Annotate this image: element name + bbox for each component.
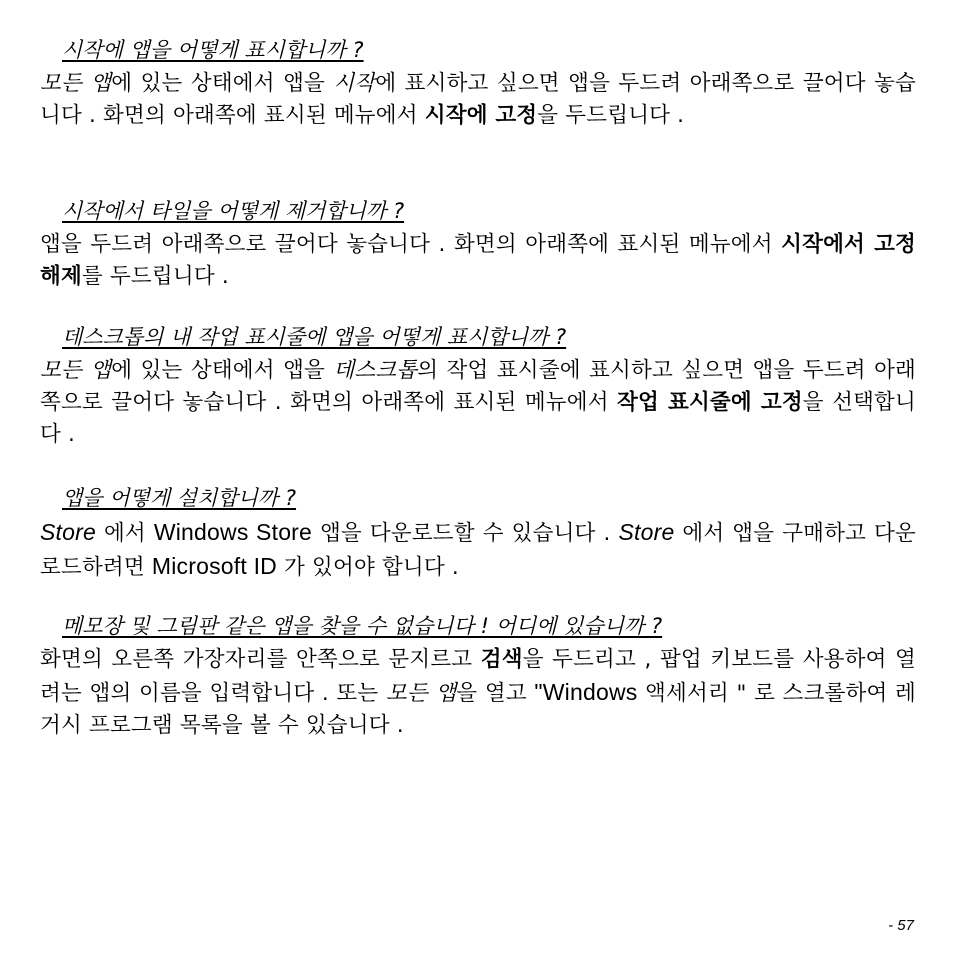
faq-answer	[40, 355, 916, 451]
answer-text: 에서 앱을 구매하고 다운로드하려면	[40, 521, 916, 580]
faq-answer	[40, 68, 916, 132]
answer-text: 에 있는 상태에서 앱을	[111, 358, 334, 383]
answer-command-search: 검색	[480, 647, 523, 672]
page-number: - 57	[888, 917, 914, 934]
answer-text: 을 두드립니다 .	[537, 103, 685, 128]
answer-text: 를 두드립니다 .	[81, 264, 229, 289]
faq-item-pin-to-start	[40, 36, 916, 132]
answer-term-windows-store: Windows Store	[153, 519, 313, 545]
faq-question: 데스크톱의 내 작업 표시줄에 앱을 어떻게 표시합니까 ?	[62, 325, 567, 349]
answer-term-all-apps: 모든 앱	[40, 71, 112, 96]
answer-term-windows: "Windows	[534, 679, 638, 705]
answer-command-pin-to-taskbar: 작업 표시줄에 고정	[617, 390, 803, 415]
answer-text: 화면의 오른쪽 가장자리를 안쪽으로 문지르고	[40, 647, 481, 672]
answer-text: 을 열고	[456, 681, 535, 706]
answer-text: 을 선택합니다 .	[40, 390, 916, 447]
faq-item-remove-tile	[40, 197, 916, 293]
answer-text: 액세서리 " 로 스크롤하여 레거시 프로그램 목록을 볼 수 있습니다 .	[40, 681, 916, 738]
faq-item-install-apps	[40, 484, 916, 584]
answer-term-store: Store	[618, 519, 675, 545]
answer-term-desktop: 데스크톱	[333, 358, 418, 383]
answer-text: 앱을 다운로드할 수 있습니다 .	[312, 521, 619, 546]
answer-text: 을 두드리고 , 팝업 키보드를 사용하여 열려는 앱의 이름을 입력합니다 . 또는	[40, 647, 916, 706]
answer-term-microsoft-id: Microsoft ID	[151, 553, 277, 579]
answer-term-all-apps: 모든 앱	[40, 358, 112, 383]
faq-question: 메모장 및 그림판 같은 앱을 찾을 수 없습니다 ! 어디에 있습니까 ?	[62, 614, 663, 638]
answer-term-store: Store	[40, 519, 96, 545]
answer-text: 앱을 두드려 아래쪽으로 끌어다 놓습니다 . 화면의 아래쪽에 표시된 메뉴에서	[40, 232, 782, 257]
answer-text: 에서	[95, 521, 154, 546]
faq-question: 시작에 앱을 어떻게 표시합니까 ?	[62, 38, 364, 62]
faq-question: 시작에서 타일을 어떻게 제거합니까 ?	[62, 199, 405, 223]
faq-answer	[40, 229, 916, 293]
answer-command-pin-to-start: 시작에 고정	[424, 103, 538, 128]
answer-text: 에 표시하고 싶으면 앱을 두드려 아래쪽으로 끌어다 놓습니다 . 화면의 아래쪽에 표시된 메뉴에서	[40, 71, 917, 128]
faq-question: 앱을 어떻게 설치합니까 ?	[62, 486, 297, 510]
answer-text: 가 있어야 합니다 .	[276, 555, 459, 580]
faq-answer	[40, 644, 916, 742]
faq-answer	[40, 516, 916, 584]
answer-text: 의 작업 표시줄에 표시하고 싶으면 앱을 두드려 아래쪽으로 끌어다 놓습니다 . 화면의 아래쪽에 표시된 메뉴에서	[40, 358, 917, 415]
faq-item-pin-to-taskbar	[40, 323, 916, 451]
answer-text: 에 있는 상태에서 앱을	[111, 71, 334, 96]
answer-term-start: 시작	[333, 71, 376, 96]
answer-command-unpin-from-start: 시작에서 고정 해제	[40, 232, 917, 289]
answer-term-all-apps: 모든 앱	[385, 681, 457, 706]
faq-item-find-legacy-apps	[40, 612, 916, 742]
